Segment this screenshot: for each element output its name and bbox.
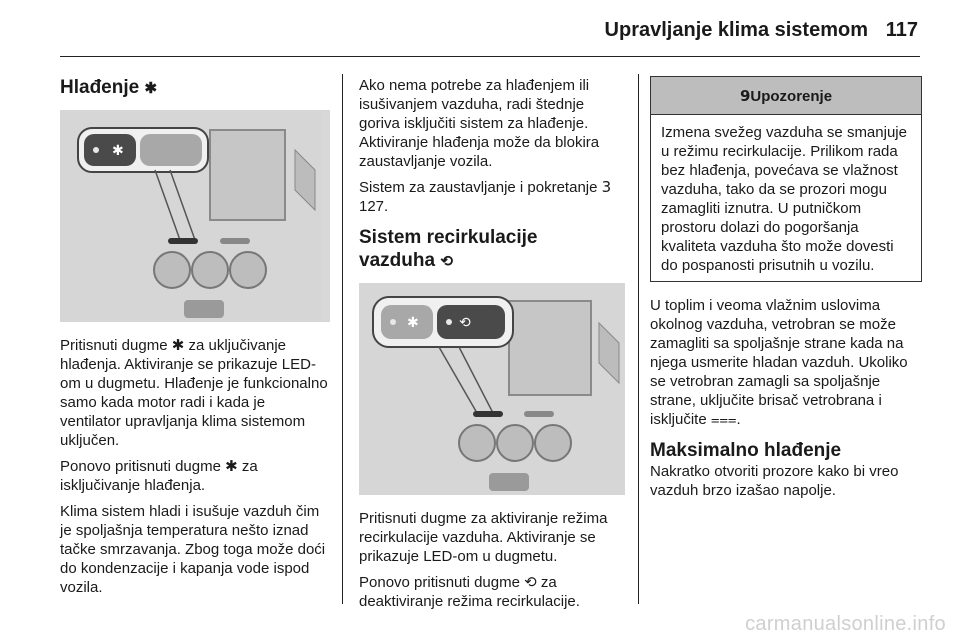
max-cooling-paragraph: Nakratko otvoriti prozore kako bi vreo vazduh brzo izašao napolje. xyxy=(650,463,899,499)
page-reference-arrow-icon: 3 xyxy=(601,178,612,196)
section-heading-cooling: Hlađenje ✱ xyxy=(60,77,158,98)
fogging-paragraph: U toplim i veoma vlažnim uslovima okolnog vazduha, vetrobran se može zamagliti sa spoljašnje strane kada na njega usmerite hladan vazduh. Ukoliko se vetrobran zamagli sa spoljašnje strane, uključite brisač vetrobrana i isključite ⩶. xyxy=(650,297,908,428)
recirculation-icon: ⟲ xyxy=(524,574,537,591)
header-rule xyxy=(60,56,920,57)
warning-triangle-icon: 9 xyxy=(739,87,751,105)
warning-title: Upozorenje xyxy=(750,88,833,105)
recirculation-button-illustration xyxy=(359,283,625,495)
page-title: Upravljanje klima sistemom xyxy=(604,19,868,41)
page-reference-link[interactable]: 127. xyxy=(359,198,389,215)
cooling-paragraph-1: Pritisnuti dugme ✱ za uključivanje hlađenja. Aktiviranje se prikazuje LED-om u dugmetu. Hlađenje je funkcionalno samo kada motor radi i kada je ventilator upravljanja klima sistemom uključen. xyxy=(60,337,328,449)
cooling-button-drawing xyxy=(60,110,322,322)
column-divider-2 xyxy=(638,74,639,604)
cooling-button-illustration xyxy=(60,110,330,322)
svg-text:✱: ✱ xyxy=(112,143,124,159)
snowflake-icon: ✱ xyxy=(225,458,238,475)
stop-start-reference: Sistem za zaustavljanje i pokretanje 3 127. xyxy=(359,178,612,215)
column-1 xyxy=(60,76,330,604)
svg-text:✱: ✱ xyxy=(407,315,419,331)
page-header xyxy=(0,0,960,60)
svg-text:⟲: ⟲ xyxy=(459,315,471,331)
cooling-paragraph-2: Ponovo pritisnuti dugme ✱ za isključivanje hlađenja. xyxy=(60,458,258,494)
column-2 xyxy=(359,76,625,618)
page-number: 117 xyxy=(885,19,918,41)
snowflake-icon: ✱ xyxy=(144,80,158,97)
recirculation-paragraph-1: Pritisnuti dugme za aktiviranje režima recirkulacije vazduha. Aktiviranje se prikazuje LED-om u dugmetu. xyxy=(359,510,608,565)
recirculation-paragraph-2: Ponovo pritisnuti dugme ⟲ za deaktiviranje režima recirkulacije. xyxy=(359,574,580,610)
warning-box xyxy=(650,76,922,282)
section-heading-max-cooling: Maksimalno hlađenje xyxy=(650,440,842,461)
section-heading-recirculation: Sistem recirkulacije vazduha ⟲ xyxy=(359,227,538,271)
snowflake-icon: ✱ xyxy=(171,337,185,354)
watermark: carmanualsonline.info xyxy=(745,613,946,635)
defrost-icon: ⩶ xyxy=(710,411,737,428)
column-divider-1 xyxy=(342,74,343,604)
cooling-paragraph-4: Ako nema potrebe za hlađenjem ili isušivanjem vazduha, radi štednje goriva isključiti sistem za hlađenje. Aktiviranje hlađenja može da blokira zaustavljanje vozila. xyxy=(359,77,600,170)
recirculation-button-drawing xyxy=(359,283,625,495)
warning-header xyxy=(651,77,921,115)
recirculation-icon: ⟲ xyxy=(440,253,453,270)
column-3 xyxy=(650,76,922,507)
warning-text: Izmena svežeg vazduha se smanjuje u režimu recirkulacije. Prilikom rada bez hlađenja, povećava se vlažnost vazduha, tako da se prozori mogu zamagliti iznutra. U putničkom prostoru dolazi do pogoršanja kvaliteta vazduha što može dovesti do pospanosti prisutnih u vozilu. xyxy=(661,124,907,274)
cooling-paragraph-3: Klima sistem hladi i isušuje vazduh čim je spoljašnja temperatura nešto iznad tačke smrzavanja. Zbog toga može doći do kondenzacije i kapanja vode ispod vozila. xyxy=(60,503,326,596)
